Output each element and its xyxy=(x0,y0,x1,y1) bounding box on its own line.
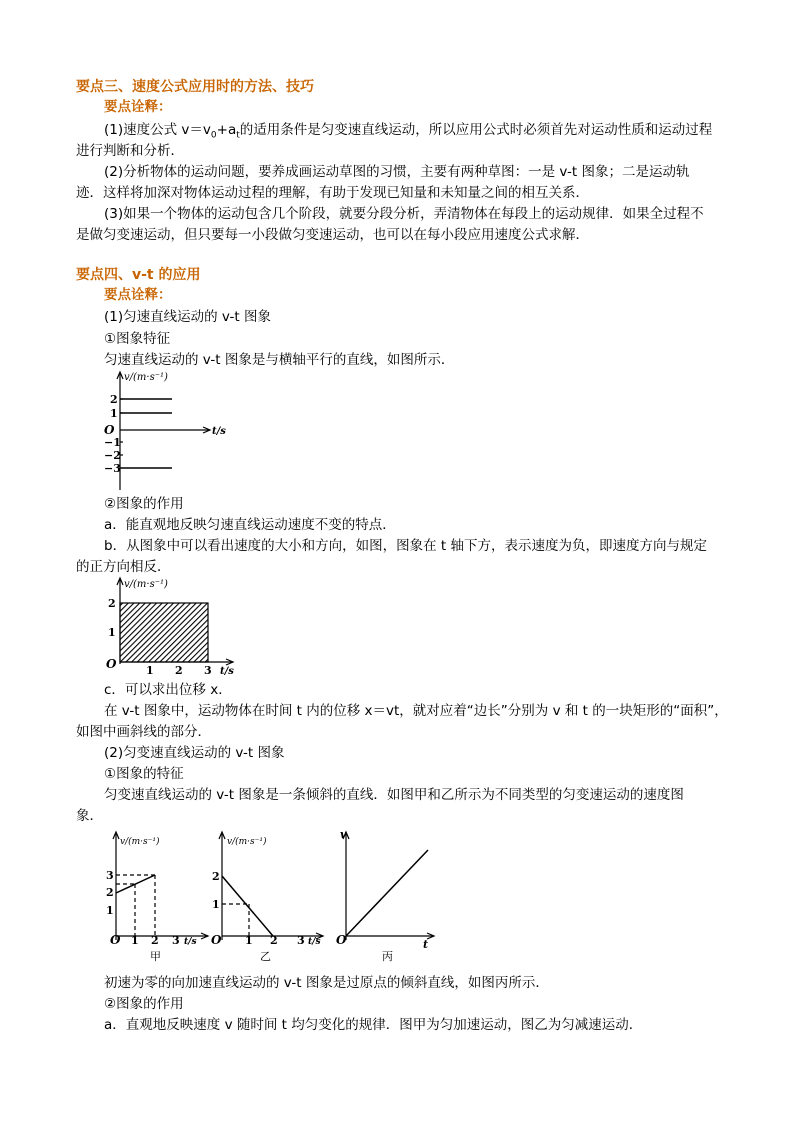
fig2-origin: O xyxy=(106,657,117,671)
yi-caption: 乙 xyxy=(260,950,271,963)
fig2-ylabel: v/(m·s⁻¹) xyxy=(124,579,168,590)
jia-caption: 甲 xyxy=(150,950,161,963)
fig1-tick-1: 1 xyxy=(110,407,118,420)
jia-xlabel: t/s xyxy=(184,937,197,947)
fig2-xtick-3: 3 xyxy=(204,664,212,677)
section4-title: 要点四、v-t 的应用 xyxy=(76,267,201,283)
section3-label: 要点诠释： xyxy=(104,99,172,115)
s2-feature-heading: ①图象的特征 xyxy=(104,766,184,782)
s1-point-b-line1: b．从图象中可以看出速度的大小和方向，如图，图象在 t 轴下方，表示速度为负，即速度方向与规定 xyxy=(104,538,707,554)
s1-role-heading: ②图象的作用 xyxy=(104,496,184,512)
s2-point-a: a．直观地反映速度 v 随时间 t 均匀变化的规律．图甲为匀加速运动，图乙为匀减速运动． xyxy=(104,1017,643,1033)
figure-uniform-velocity xyxy=(100,368,260,493)
fig1-xlabel: t/s xyxy=(212,426,226,437)
yi-ytick-2: 2 xyxy=(212,870,220,883)
bing-caption: 丙 xyxy=(382,950,393,963)
fig1-tick-neg1: −1 xyxy=(104,436,121,449)
s2-feature-line2: 象． xyxy=(76,808,103,824)
fig2-xtick-1: 1 xyxy=(146,664,154,677)
fig1-tick-neg2: −2 xyxy=(104,449,121,462)
s2-heading: (2)匀变速直线运动的 v-t 图象 xyxy=(104,745,285,761)
yi-ylabel: v/(m·s⁻¹) xyxy=(227,837,267,847)
s1-point-a: a．能直观地反映匀速直线运动速度不变的特点． xyxy=(104,517,396,533)
jia-origin: O xyxy=(110,933,121,947)
fig2-ytick-2: 2 xyxy=(108,597,116,610)
section3-title: 要点三、速度公式应用时的方法、技巧 xyxy=(76,79,314,95)
bing-ylabel: v xyxy=(340,828,347,841)
section4-label: 要点诠释： xyxy=(104,287,172,303)
jia-xtick-1: 1 xyxy=(131,934,139,947)
bing-origin: O xyxy=(336,933,347,947)
s1-point-c: c．可以求出位移 x． xyxy=(104,682,232,698)
fig2-xtick-2: 2 xyxy=(175,664,183,677)
s2-feature-line1: 匀变速直线运动的 v-t 图象是一条倾斜的直线．如图甲和乙所示为不同类型的匀变速运动的速度图 xyxy=(104,787,684,803)
s1-feature-text: 匀速直线运动的 v-t 图象是与横轴平行的直线，如图所示． xyxy=(104,352,455,368)
yi-origin: O xyxy=(211,933,222,947)
figure-displacement-area xyxy=(100,574,250,679)
figure-jia xyxy=(100,828,215,963)
s1-point-b-line2: 的正方向相反． xyxy=(76,559,171,575)
jia-ylabel: v/(m·s⁻¹) xyxy=(120,837,160,847)
fig2-xlabel: t/s xyxy=(220,666,234,677)
section3-p3-line1: (3)如果一个物体的运动包含几个阶段，就要分段分析，弄清物体在每段上的运动规律．如果全过程不 xyxy=(104,206,704,222)
yi-xtick-2: 2 xyxy=(270,934,278,947)
fig1-origin: O xyxy=(104,423,115,437)
bing-velocity-line xyxy=(346,850,428,936)
yi-ytick-1: 1 xyxy=(212,898,220,911)
yi-xtick-1: 1 xyxy=(245,934,253,947)
yi-xlabel: t/s xyxy=(308,937,321,947)
s2-role-heading: ②图象的作用 xyxy=(104,996,184,1012)
fig2-hatched-rect xyxy=(120,603,208,662)
s2-zero-text: 初速为零的向加速直线运动的 v-t 图象是过原点的倾斜直线，如图丙所示． xyxy=(104,975,549,991)
jia-ytick-2: 2 xyxy=(106,886,114,899)
s1-heading: (1)匀速直线运动的 v-t 图象 xyxy=(104,309,271,325)
yi-velocity-line xyxy=(222,876,273,936)
section3-p2-line1: (2)分析物体的运动问题，要养成画运动草图的习惯，主要有两种草图：一是 v-t 图象；二是运动轨 xyxy=(104,164,690,180)
jia-ytick-3: 3 xyxy=(106,869,114,882)
bing-xlabel: t xyxy=(423,938,429,951)
section3-p2-line2: 迹．这样将加深对物体运动过程的理解，有助于发现已知量和未知量之间的相互关系． xyxy=(76,185,589,201)
figure-bing xyxy=(330,828,440,963)
fig2-ytick-1: 1 xyxy=(108,626,116,639)
fig1-ylabel: v/(m·s⁻¹) xyxy=(124,372,168,383)
fig1-tick-neg3: −3 xyxy=(104,462,121,475)
section3-p1-line2: 进行判断和分析． xyxy=(76,143,184,159)
jia-xtick-2: 2 xyxy=(151,934,159,947)
section3-p3-line2: 是做匀变速运动，但只要每一小段做匀变速运动，也可以在每小段应用速度公式求解． xyxy=(76,227,589,243)
figure-yi xyxy=(205,828,330,963)
yi-xtick-3: 3 xyxy=(297,934,305,947)
s1-point-c-line2: 如图中画斜线的部分． xyxy=(76,724,211,740)
fig1-tick-2: 2 xyxy=(110,393,118,406)
jia-xtick-3: 3 xyxy=(172,934,180,947)
jia-ytick-1: 1 xyxy=(106,904,114,917)
s1-point-c-line1: 在 v-t 图象中，运动物体在时间 t 内的位移 x＝vt，就对应着“边长”分别为 v 和 t 的一块矩形的“面积”， xyxy=(104,703,728,719)
section3-p1-line1: (1)速度公式 $v=v_0+a_t$的适用条件是匀变速直线运动，所以应用公式时必须首先对运动性质和运动过程 xyxy=(104,122,713,141)
s1-feature-heading: ①图象特征 xyxy=(104,331,171,347)
